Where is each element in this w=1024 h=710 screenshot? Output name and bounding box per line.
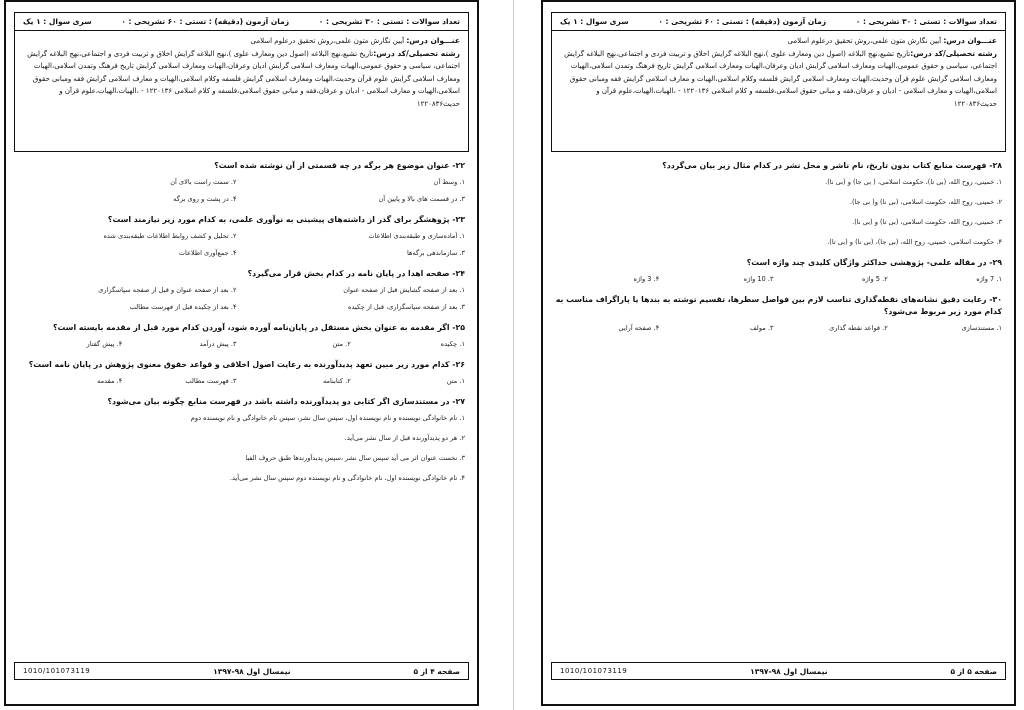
page-number: صفحه ۵ از ۵ [950, 666, 997, 676]
course-label: عنـــوان درس: [406, 36, 460, 45]
course-title: آیین نگارش متون علمی،روش تحقیق درعلوم اسلامی [250, 37, 407, 45]
answer-option: ۴. بعد از چکیده قبل از فهرست مطالب [129, 303, 237, 311]
question [555, 294, 1002, 333]
answer-option: ۱. چکیده [440, 340, 465, 348]
question [18, 268, 465, 312]
answer-option: ۲. متن [332, 340, 351, 348]
exam-header [14, 12, 469, 152]
question [18, 160, 465, 204]
answer-option: ۳. سازماندهی برگه‌ها [407, 249, 465, 257]
answer-options [18, 413, 465, 483]
answer-options [18, 376, 465, 386]
answer-option: ۲. 5 واژه [862, 275, 888, 283]
answer-options [555, 177, 1002, 247]
exam-meta-row [552, 13, 1005, 31]
field-label: رشته تحصیلی/کد درس: [373, 48, 460, 58]
answer-option: ۲. بعد از صفحه عنوان و قبل از صفحه سپاسگزاری [98, 286, 237, 294]
question [18, 359, 465, 386]
answer-option: ۱. نام خانوادگی نویسنده و نام نویسنده اول، سپس سال نشر، سپس نام خانوادگی و نام نویسنده دوم [190, 414, 465, 422]
exam-header-body [15, 31, 468, 115]
answer-option: ۳. پیش درآمد [199, 340, 237, 348]
exam-code: 1010/101073119 [560, 667, 628, 675]
answer-option: ۳. فهرست مطالب [185, 377, 237, 385]
answer-option: ۴. صفحه آرایی [618, 324, 660, 332]
question-text: ۳۰- رعایت دقیق نشانه‌های نقطه‌گذاری تناسب لازم بین فواصل سطرها، تقسیم نوشته به بندها یا پاراگراف مناسب به کدام مورد زیر مربوط می‌شود؟ [555, 295, 1002, 316]
answer-option: ۳. خمینی، روح الله، حکومت اسلامی، (بی تا) و (بی نا). [852, 218, 1002, 226]
answer-option: ۱. وسط آن [433, 178, 465, 186]
exam-code: 1010/101073119 [23, 667, 91, 675]
exam-header-body [552, 31, 1005, 115]
answer-options [18, 177, 465, 204]
question-text: ۲۲- عنوان موضوع هر برگه در چه قسمتی از آن نوشته شده است؟ [214, 161, 465, 170]
answer-option: ۳. مولف [749, 324, 774, 332]
page-footer [14, 662, 469, 680]
answer-option: ۲. قواعد نقطه گذاری [829, 324, 888, 332]
answer-option: ۱. متن [446, 377, 465, 385]
field-list: تاریخ تشیع،نهج البلاغه (اصول دین ومعارف علوی )،نهج البلاغه گرایش اخلاق و تربیت فردی و اجتماعی،نهج البلاغه گرایش اجتماعی، سیاسی و حقوق عمومی،الهیات ومعارف اسلامی گرایش ادیان وعرفان،الهیات ومعارف اسلامی گرایش تاریخ فرهنگ وتمدن اسلامی،الهیات ومعارف اسلامی گرایش علوم قرآن وحدیث،الهیات ومعارف اسلامی گرایش فلسفه وکلام اسلامی،الهیات و معارف اسلامی گرایش فقه ومبانی حقوق اسلامی،الهیات و معارف اسلامی - ادیان و عرفان،فقه و مبانی حقوق اسلامی،فلسفه و کلام اسلامی ۱۲۲۰۱۳۶ - ،الهیات،الهیات،علوم قرآن و حدیث۱۲۲۰۸۳۶ [564, 49, 997, 108]
course-line [560, 35, 997, 48]
answer-option: ۱. بعد از صفحه گشایش قبل از صفحه عنوان [343, 286, 465, 294]
answer-options [555, 323, 1002, 333]
term-label: نیمسال اول ۹۸-۱۳۹۷ [213, 666, 291, 676]
answer-option: ۱. 7 واژه [976, 275, 1002, 283]
question-list [18, 160, 465, 493]
answer-option: ۲. هر دو پدیدآورنده قبل از سال نشر می‌آید. [344, 434, 465, 442]
answer-option: ۱. مستندسازی [961, 324, 1002, 332]
page-number: صفحه ۴ از ۵ [413, 666, 460, 676]
answer-option: ۳. 10 واژه [743, 275, 774, 283]
question-list [555, 160, 1002, 343]
answer-option: ۲. تحلیل و کشف روابط اطلاعات طبقه‌بندی شده [103, 232, 237, 240]
answer-option: ۴. مقدمه [97, 377, 123, 385]
answer-option: ۴. حکومت اسلامی، خمینی، روح الله، (بی جا)، (بی نا) و (بی تا). [827, 238, 1002, 246]
answer-options [18, 231, 465, 258]
question-text: ۲۸- فهرست منابع کتاب بدون تاریخ، نام ناشر و محل نشر در کدام مثال زیر بیان می‌گردد؟ [662, 161, 1002, 170]
question-text: ۲۷- در مستندسازی اگر کتابی دو پدیدآورنده داشته باشد در فهرست منابع چگونه بیان می‌شود؟ [107, 397, 465, 406]
exam-header [551, 12, 1006, 152]
question [18, 214, 465, 258]
field-line [560, 48, 997, 111]
answer-option: ۴. نام خانوادگی نویسنده اول، نام خانوادگی و نام نویسنده دوم سپس سال نشر می‌آید. [229, 474, 465, 482]
answer-option: ۱. آماده‌سازی و طبقه‌بندی اطلاعات [368, 232, 465, 240]
answer-option: ۲. خمینی، روح الله، حکومت اسلامی، (بی نا) و( بی جا). [849, 198, 1002, 206]
answer-options [18, 285, 465, 312]
field-list: تاریخ تشیع،نهج البلاغه (اصول دین ومعارف علوی )،نهج البلاغه گرایش اخلاق و تربیت فردی و اجتماعی،نهج البلاغه گرایش اجتماعی، سیاسی و حقوق عمومی،الهیات ومعارف اسلامی گرایش ادیان وعرفان،الهیات ومعارف اسلامی گرایش تاریخ فرهنگ وتمدن اسلامی،الهیات ومعارف اسلامی گرایش علوم قرآن وحدیث،الهیات ومعارف اسلامی گرایش فلسفه وکلام اسلامی،الهیات و معارف اسلامی گرایش فقه ومبانی حقوق اسلامی،الهیات و معارف اسلامی - ادیان و عرفان،فقه و مبانی حقوق اسلامی،فلسفه و کلام اسلامی ۱۲۲۰۱۳۶ - ،الهیات،الهیات،علوم قرآن و حدیث۱۲۲۰۸۳۶ [27, 49, 460, 108]
answer-option: ۲. کتابنامه [322, 377, 351, 385]
exam-time: زمان آزمون (دقیقه) : تستی : ۶۰ تشریحی : ۰ [658, 17, 827, 26]
question [18, 322, 465, 349]
exam-page-5 [541, 0, 1016, 706]
question [555, 160, 1002, 247]
question-series: سری سوال : ۱ یک [560, 17, 629, 26]
page-footer [551, 662, 1006, 680]
course-label: عنـــوان درس: [943, 36, 997, 45]
page-divider [513, 0, 514, 710]
exam-meta-row [15, 13, 468, 31]
answer-option: ۴. در پشت و روی برگه [173, 195, 237, 203]
question-series: سری سوال : ۱ یک [23, 17, 92, 26]
exam-time: زمان آزمون (دقیقه) : تستی : ۶۰ تشریحی : ۰ [121, 17, 290, 26]
answer-option: ۲. سمت راست بالای آن [170, 178, 237, 186]
question-text: ۲۴- صفحه اهدا در پایان نامه در کدام بخش قرار می‌گیرد؟ [247, 269, 465, 278]
term-label: نیمسال اول ۹۸-۱۳۹۷ [750, 666, 828, 676]
answer-option: ۴. جمع‌آوری اطلاعات [178, 249, 237, 257]
question-count: تعداد سوالات : تستی : ۳۰ تشریحی : ۰ [318, 17, 460, 26]
question-text: ۲۶- کدام مورد زیر مبین تعهد پدیدآورنده به رعایت اصول اخلاقی و قواعد حقوق معنوی پژوهش در پایان نامه است؟ [28, 360, 465, 369]
field-line [23, 48, 460, 111]
answer-option: ۳. در قسمت های بالا و پایین آن [378, 195, 465, 203]
field-label: رشته تحصیلی/کد درس: [910, 48, 997, 58]
question-count: تعداد سوالات : تستی : ۳۰ تشریحی : ۰ [855, 17, 997, 26]
answer-option: ۳. بعد از صفحه سپاسگزاری، قبل از چکیده [348, 303, 465, 311]
question-text: ۲۵- اگر مقدمه به عنوان بخش مستقل در پایان‌نامه آورده شود، آوردن کدام مورد قبل از مقدمه بایسته است؟ [53, 323, 465, 332]
answer-option: ۴. پیش گفتار [86, 340, 123, 348]
answer-options [555, 274, 1002, 284]
question-text: ۲۹- در مقاله علمی- پژوهشی حداکثر واژگان کلیدی چند واژه است؟ [746, 258, 1002, 267]
answer-option: ۱. خمینی، روح الله، (بی تا)، حکومت اسلامی، ( بی جا) و (بی نا). [825, 178, 1002, 186]
answer-option: ۴. 3 واژه [633, 275, 660, 283]
answer-option: ۳. نخست عنوان اثر می آید سپس سال نشر ،سپس پدیدآورندها طبق حروف الفبا [245, 454, 465, 462]
question-text: ۲۳- پژوهشگر برای گذر از داشته‌های پیشینی به نوآوری علمی، به کدام مورد زیر نیازمند است؟ [107, 215, 465, 224]
answer-options [18, 339, 465, 349]
course-title: آیین نگارش متون علمی،روش تحقیق درعلوم اسلامی [787, 37, 944, 45]
question [18, 396, 465, 483]
course-line [23, 35, 460, 48]
question [555, 257, 1002, 284]
exam-page-4 [4, 0, 479, 706]
